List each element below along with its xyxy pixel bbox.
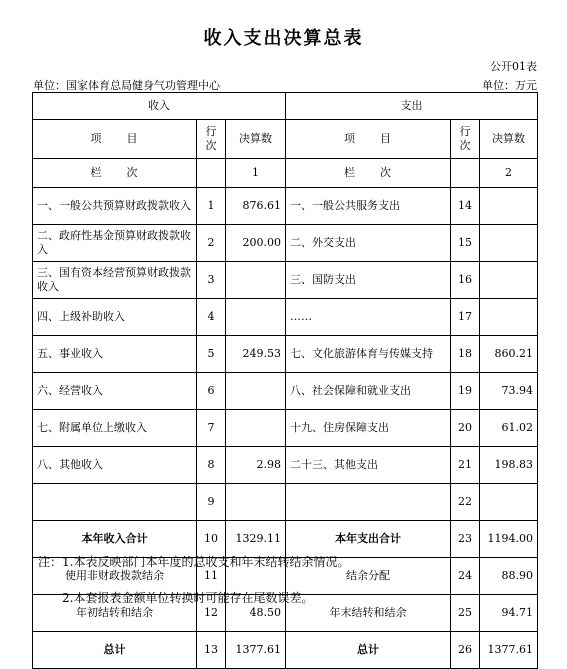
- column-number-row: [33, 159, 538, 188]
- expense-amount: [480, 299, 538, 336]
- income-amount: [226, 299, 286, 336]
- currency-unit: 单位：万元: [482, 79, 537, 92]
- income-total-item: 总计: [33, 632, 197, 669]
- income-amount: 249.53: [226, 336, 286, 373]
- table-row: [33, 299, 538, 336]
- table-row: [33, 225, 538, 262]
- total-row: [33, 521, 538, 558]
- expense-total-row-no: 25: [451, 595, 480, 632]
- income-item: 三、国有资本经营预算财政拨款收入: [33, 262, 197, 299]
- expense-total-row-no: 24: [451, 558, 480, 595]
- expense-col-number: 2: [480, 159, 538, 188]
- income-item: 五、事业收入: [33, 336, 197, 373]
- expense-amount: [480, 225, 538, 262]
- income-col-blank: [197, 159, 226, 188]
- income-amount: [226, 410, 286, 447]
- income-amount: 876.61: [226, 188, 286, 225]
- income-row-no: 2: [197, 225, 226, 262]
- income-total-amount: 1377.61: [226, 632, 286, 669]
- expense-total-item: 结余分配: [286, 558, 451, 595]
- expense-item: 二、外交支出: [286, 225, 451, 262]
- expense-amount: 860.21: [480, 336, 538, 373]
- expense-amount: 198.83: [480, 447, 538, 484]
- income-amount: [226, 484, 286, 521]
- expense-row-no: 22: [451, 484, 480, 521]
- income-row-no: 1: [197, 188, 226, 225]
- expense-total-amount: 94.71: [480, 595, 538, 632]
- expense-row-no: 15: [451, 225, 480, 262]
- expense-item: 十九、住房保障支出: [286, 410, 451, 447]
- expense-total-item: 年末结转和结余: [286, 595, 451, 632]
- expense-total-item: 总计: [286, 632, 451, 669]
- expense-item: ……: [286, 299, 451, 336]
- income-item: 七、附属单位上缴收入: [33, 410, 197, 447]
- table-row: [33, 336, 538, 373]
- table-row: [33, 410, 538, 447]
- expense-item: 七、文化旅游体育与传媒支持: [286, 336, 451, 373]
- income-total-amount: 48.50: [226, 595, 286, 632]
- income-amount: 2.98: [226, 447, 286, 484]
- expense-total-row-no: 26: [451, 632, 480, 669]
- expense-row-no: 21: [451, 447, 480, 484]
- expense-total-item: 本年支出合计: [286, 521, 451, 558]
- table-row: [33, 262, 538, 299]
- income-item: 六、经营收入: [33, 373, 197, 410]
- income-item: [33, 484, 197, 521]
- reporting-unit: 单位：国家体育总局健身气功管理中心: [33, 79, 220, 92]
- income-expense-table: [32, 92, 538, 669]
- expense-amount: 73.94: [480, 373, 538, 410]
- income-row-no: 5: [197, 336, 226, 373]
- expense-row-no: 14: [451, 188, 480, 225]
- income-row-no: 8: [197, 447, 226, 484]
- table-row: [33, 188, 538, 225]
- expense-row-no: 20: [451, 410, 480, 447]
- income-total-item: 使用非财政拨款结余: [33, 558, 197, 595]
- income-total-row-no: 10: [197, 521, 226, 558]
- column-header-row: [33, 120, 538, 159]
- income-amount: [226, 373, 286, 410]
- income-total-row-no: 11: [197, 558, 226, 595]
- expense-amount: [480, 188, 538, 225]
- income-total-amount: 1329.11: [226, 521, 286, 558]
- income-amount: 200.00: [226, 225, 286, 262]
- table-row: [33, 484, 538, 521]
- expense-total-row-no: 23: [451, 521, 480, 558]
- income-item: 八、其他收入: [33, 447, 197, 484]
- income-row-no: 6: [197, 373, 226, 410]
- income-item: 四、上级补助收入: [33, 299, 197, 336]
- expense-row-no: 18: [451, 336, 480, 373]
- income-total-row-no: 12: [197, 595, 226, 632]
- table-row: [33, 447, 538, 484]
- income-amount: [226, 262, 286, 299]
- note-2: 2.本套报表金额单位转换时可能存在尾数误差。: [62, 591, 314, 605]
- total-row: [33, 632, 538, 669]
- expense-item: 三、国防支出: [286, 262, 451, 299]
- expense-row-no: 19: [451, 373, 480, 410]
- expense-amount: 61.02: [480, 410, 538, 447]
- income-total-row-no: 13: [197, 632, 226, 669]
- income-row-no: 9: [197, 484, 226, 521]
- table-row: [33, 373, 538, 410]
- income-amount-header: 决算数: [226, 120, 286, 159]
- form-number: 公开01表: [490, 60, 537, 73]
- income-item-header: 项 目: [33, 120, 197, 159]
- expense-item: 八、社会保障和就业支出: [286, 373, 451, 410]
- income-row-no: 3: [197, 262, 226, 299]
- income-item: 一、一般公共预算财政拨款收入: [33, 188, 197, 225]
- expense-item: 一、一般公共服务支出: [286, 188, 451, 225]
- expense-section-label: 支出: [286, 93, 538, 120]
- expense-col-label: 栏 次: [286, 159, 451, 188]
- expense-total-amount: 88.90: [480, 558, 538, 595]
- expense-item-header: 项 目: [286, 120, 451, 159]
- income-row-no: 4: [197, 299, 226, 336]
- expense-row-no: 16: [451, 262, 480, 299]
- section-header-row: [33, 93, 538, 120]
- expense-amount: [480, 484, 538, 521]
- expense-row-no: 17: [451, 299, 480, 336]
- expense-col-blank: [451, 159, 480, 188]
- income-total-item: 年初结转和结余: [33, 595, 197, 632]
- income-total-item: 本年收入合计: [33, 521, 197, 558]
- income-row-no: 7: [197, 410, 226, 447]
- income-section-label: 收入: [33, 93, 286, 120]
- expense-item: 二十三、其他支出: [286, 447, 451, 484]
- income-col-label: 栏 次: [33, 159, 197, 188]
- expense-total-amount: 1377.61: [480, 632, 538, 669]
- expense-total-amount: 1194.00: [480, 521, 538, 558]
- report-title: 收入支出决算总表: [203, 28, 364, 49]
- income-col-number: 1: [226, 159, 286, 188]
- expense-amount: [480, 262, 538, 299]
- expense-row-no-header: 行次: [451, 120, 480, 159]
- income-item: 二、政府性基金预算财政拨款收入: [33, 225, 197, 262]
- expense-amount-header: 决算数: [480, 120, 538, 159]
- note-1: 注：1.本表反映部门本年度的总收支和年末结转结余情况。: [38, 555, 350, 569]
- income-row-no-header: 行次: [197, 120, 226, 159]
- expense-item: [286, 484, 451, 521]
